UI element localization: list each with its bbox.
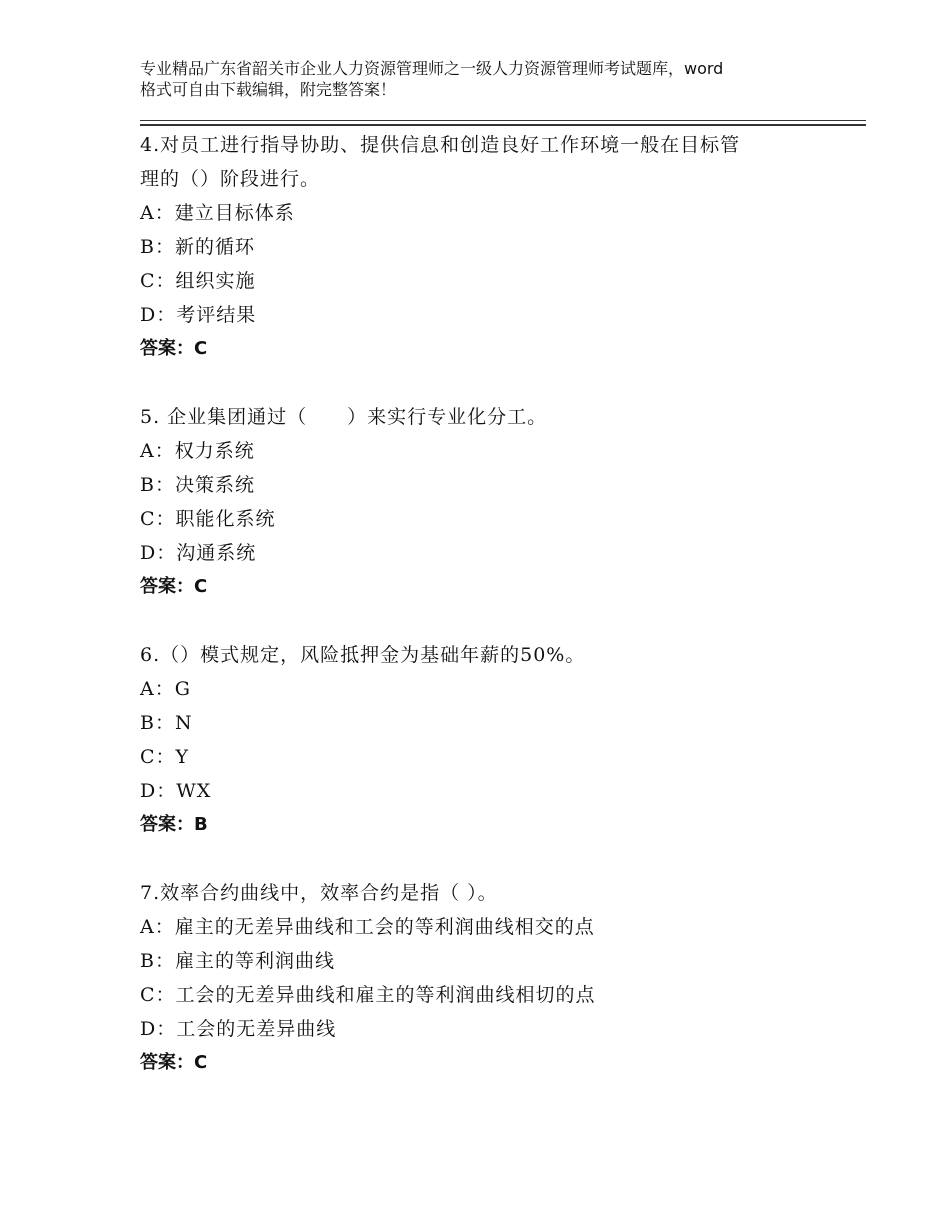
question-stem: 4.对员工进行指导协助、提供信息和创造良好工作环境一般在目标管 <box>140 134 741 156</box>
question-stem: 7.效率合约曲线中，效率合约是指（ ）。 <box>140 882 498 904</box>
question-spacer <box>140 366 840 400</box>
option-a: A：建立目标体系 <box>140 202 295 224</box>
question-list <box>140 128 840 1080</box>
answer-label: 答案：C <box>140 576 208 597</box>
option-d: D：WX <box>140 780 212 802</box>
answer-label: 答案：B <box>140 814 208 835</box>
header-line-2: 格式可自由下载编辑，附完整答案！ <box>140 80 397 99</box>
option-c: C：职能化系统 <box>140 508 276 530</box>
option-c: C：工会的无差异曲线和雇主的等利润曲线相切的点 <box>140 984 596 1006</box>
option-b: B：雇主的等利润曲线 <box>140 950 335 972</box>
question-7 <box>140 876 840 1080</box>
answer-label: 答案：C <box>140 1052 208 1073</box>
header-line-1: 专业精品广东省韶关市企业人力资源管理师之一级人力资源管理师考试题库，word <box>140 59 724 78</box>
header-rule-thick <box>140 124 866 126</box>
header-rule-thin <box>140 120 866 121</box>
option-b: B：N <box>140 712 193 734</box>
option-d: D：工会的无差异曲线 <box>140 1018 337 1040</box>
option-a: A：雇主的无差异曲线和工会的等利润曲线相交的点 <box>140 916 595 938</box>
question-spacer <box>140 842 840 876</box>
option-c: C：组织实施 <box>140 270 256 292</box>
option-d: D：考评结果 <box>140 304 257 326</box>
option-d: D：沟通系统 <box>140 542 257 564</box>
question-stem: 理的（）阶段进行。 <box>140 168 321 190</box>
page-header <box>140 58 840 100</box>
option-b: B：新的循环 <box>140 236 255 258</box>
question-spacer <box>140 604 840 638</box>
question-stem: 5. 企业集团通过（ ）来实行专业化分工。 <box>140 406 548 428</box>
option-a: A：G <box>140 678 191 700</box>
option-c: C：Y <box>140 746 190 768</box>
question-4 <box>140 128 840 366</box>
question-stem: 6.（）模式规定，风险抵押金为基础年薪的50%。 <box>140 644 586 666</box>
option-a: A：权力系统 <box>140 440 255 462</box>
question-6 <box>140 638 840 842</box>
option-b: B：决策系统 <box>140 474 255 496</box>
question-5 <box>140 400 840 604</box>
answer-label: 答案：C <box>140 338 208 359</box>
